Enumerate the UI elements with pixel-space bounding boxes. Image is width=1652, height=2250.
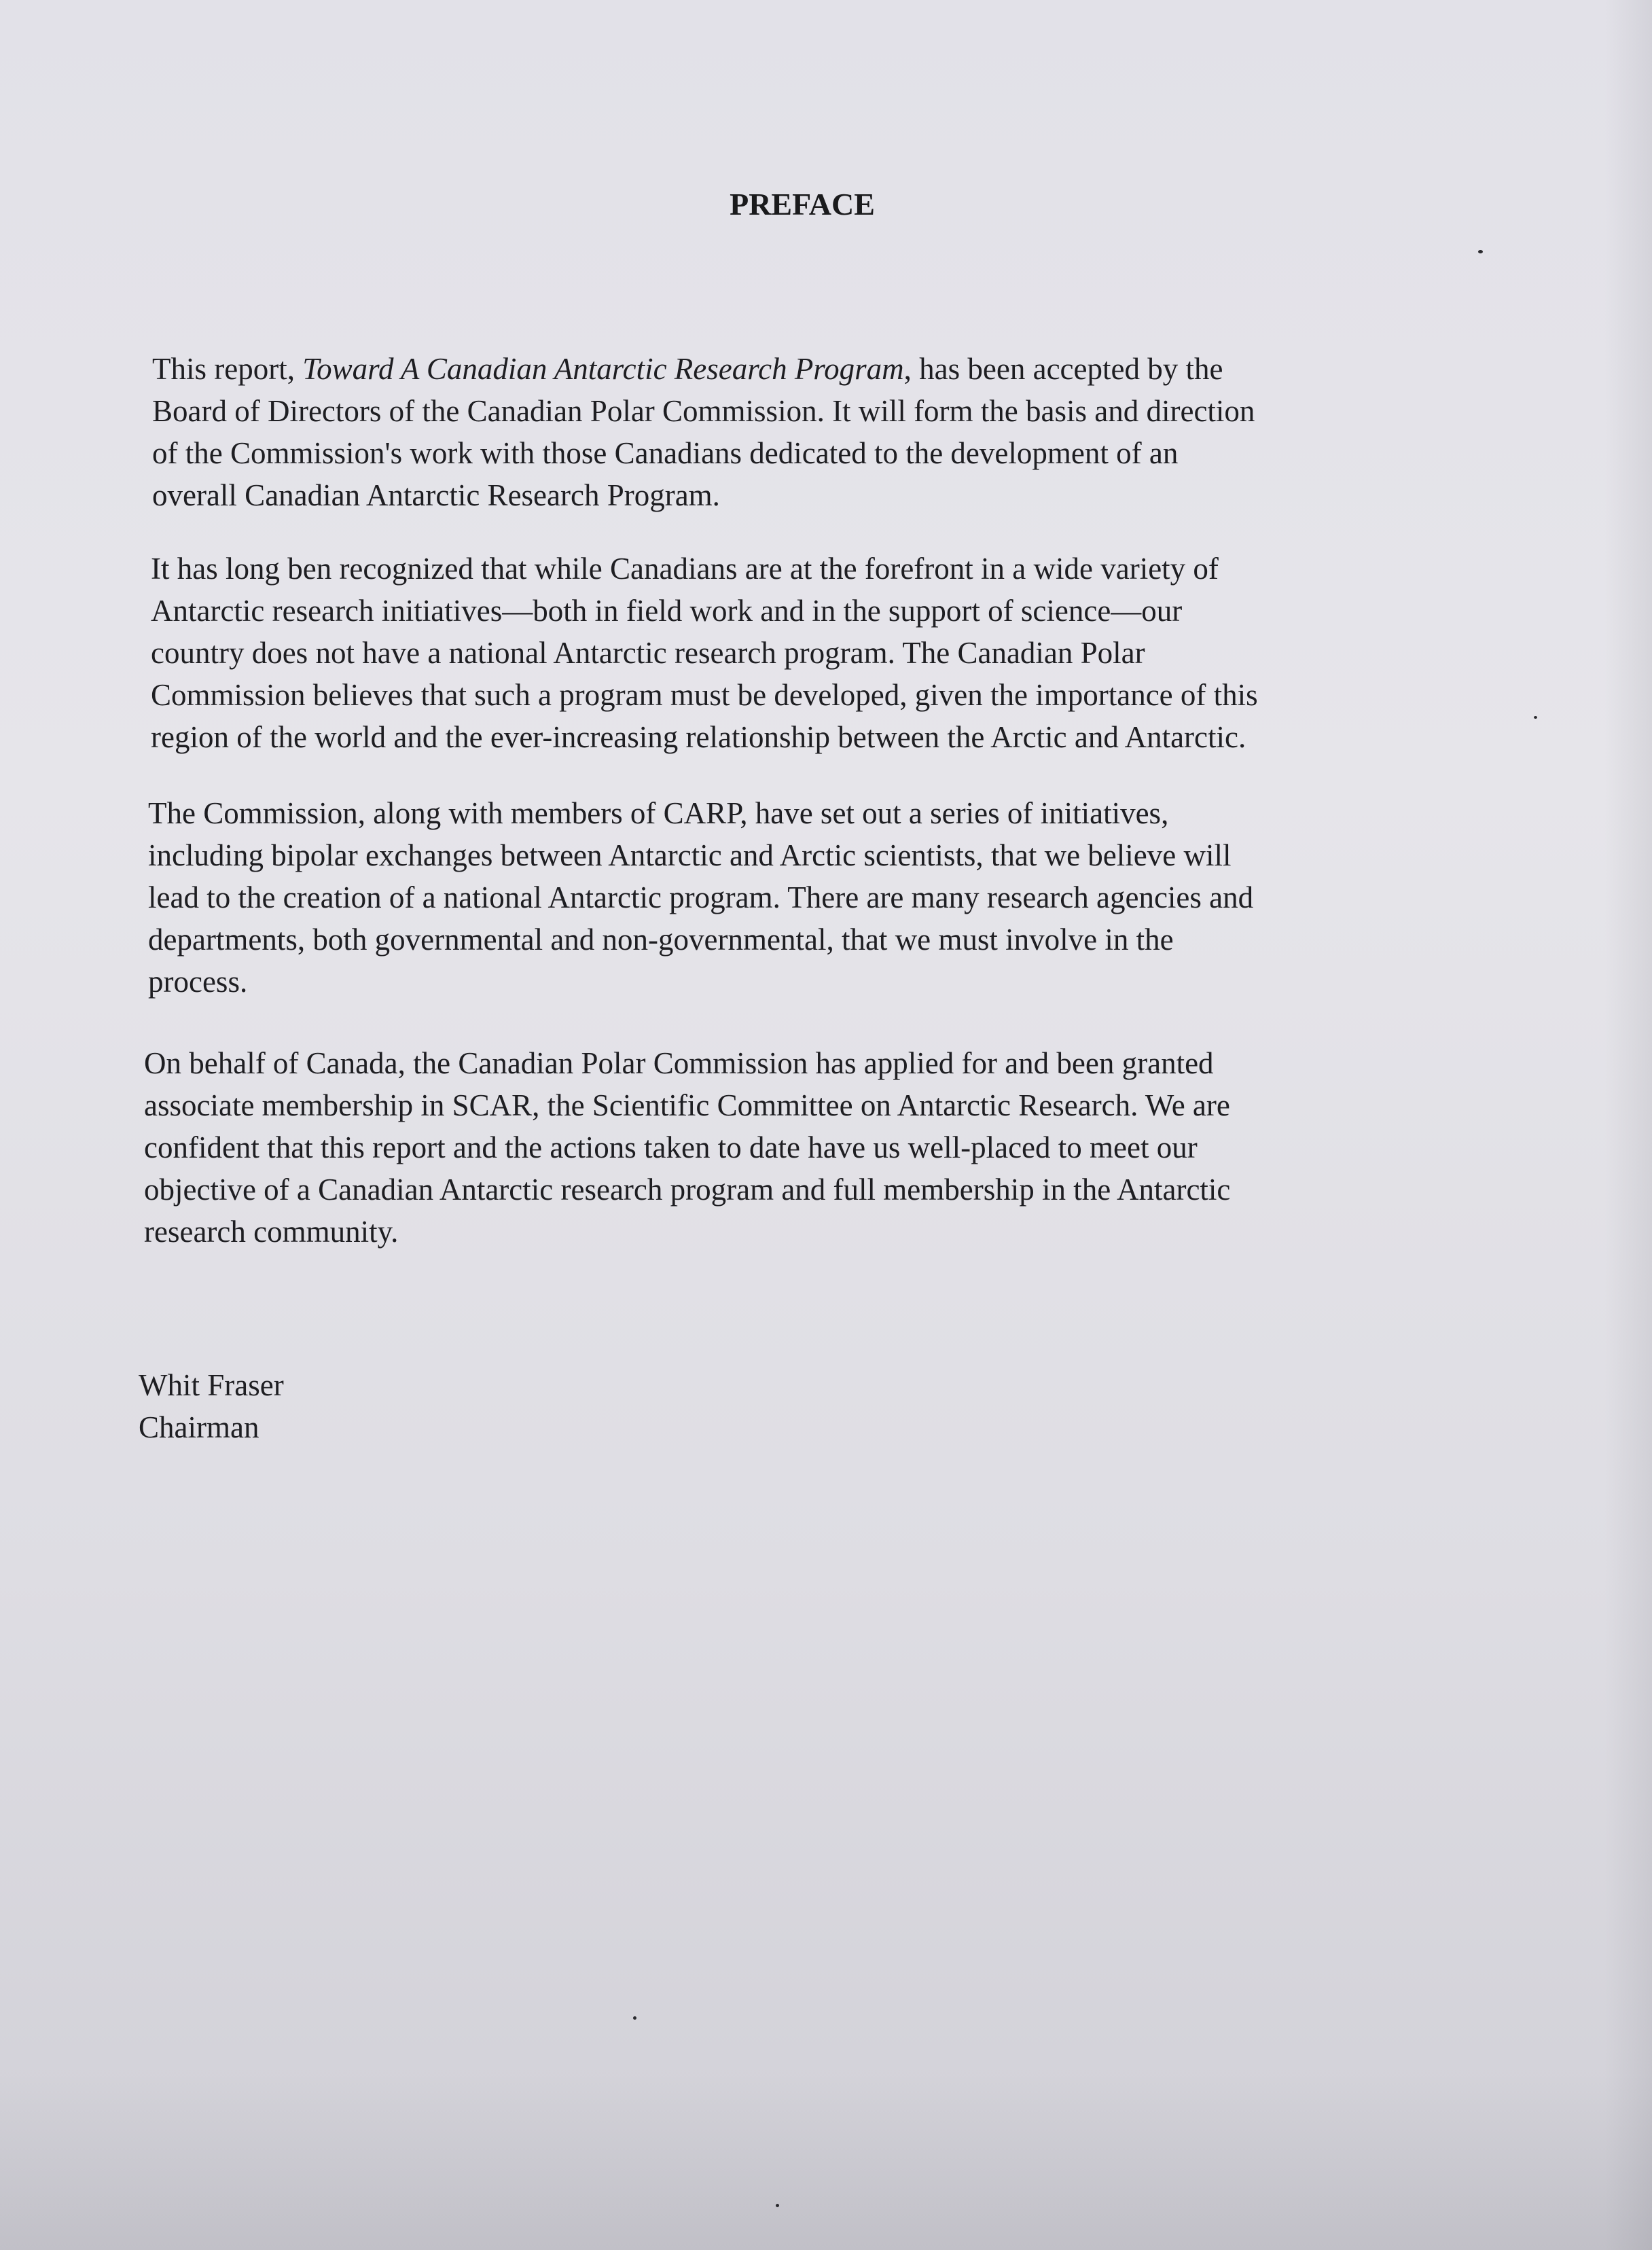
paper-speck	[1534, 716, 1537, 719]
text-line: On behalf of Canada, the Canadian Polar Commission has applied for and been granted	[144, 1046, 1214, 1080]
text-line: departments, both governmental and non-governmental, that we must involve in the	[148, 923, 1174, 957]
paper-speck	[633, 2016, 636, 2020]
text-line: of the Commission's work with those Canadians dedicated to the development of an	[152, 436, 1179, 470]
paragraph-report-acceptance	[152, 348, 1255, 516]
text-line: Commission believes that such a program must be developed, given the importance of this	[151, 678, 1258, 712]
text-line: region of the world and the ever-increasing relationship between the Arctic and Antarctic.	[151, 720, 1246, 754]
paragraph-scar-membership	[144, 1042, 1230, 1253]
text-line: process.	[148, 965, 248, 999]
text-line: country does not have a national Antarctic research program. The Canadian Polar	[151, 636, 1145, 670]
paper-speck	[776, 2204, 779, 2207]
text-line: objective of a Canadian Antarctic research program and full membership in the Antarctic	[144, 1173, 1231, 1207]
page-bottom-shadow	[0, 2073, 1652, 2250]
text-line: overall Canadian Antarctic Research Program.	[152, 478, 720, 512]
paragraph-national-program	[151, 548, 1258, 758]
paper-speck	[1478, 250, 1483, 253]
text-line: Antarctic research initiatives—both in field work and in the support of science—our	[151, 594, 1183, 628]
text-line: Board of Directors of the Canadian Polar Commission. It will form the basis and direction	[152, 394, 1255, 428]
text-line: It has long ben recognized that while Canadians are at the forefront in a wide variety of	[151, 552, 1219, 586]
text-line: The Commission, along with members of CARP, have set out a series of initiatives,	[148, 796, 1169, 830]
text-line: including bipolar exchanges between Antarctic and Arctic scientists, that we believe will	[148, 838, 1232, 872]
page-title: PREFACE	[730, 187, 875, 221]
signatory-name: Whit Fraser	[139, 1368, 284, 1402]
text-line: lead to the creation of a national Antarctic program. There are many research agencies and	[148, 880, 1254, 914]
text-line: confident that this report and the actions taken to date have us well-placed to meet our	[144, 1130, 1198, 1164]
text-line: associate membership in SCAR, the Scientific Committee on Antarctic Research. We are	[144, 1088, 1230, 1122]
text-line: This report, Toward A Canadian Antarctic Research Program, has been accepted by the	[152, 352, 1223, 386]
page-edge-shadow	[1604, 0, 1652, 2250]
paragraph-initiatives	[148, 792, 1253, 1003]
signature-block	[139, 1364, 284, 1448]
text-line: research community.	[144, 1215, 399, 1249]
signatory-role: Chairman	[139, 1410, 259, 1444]
